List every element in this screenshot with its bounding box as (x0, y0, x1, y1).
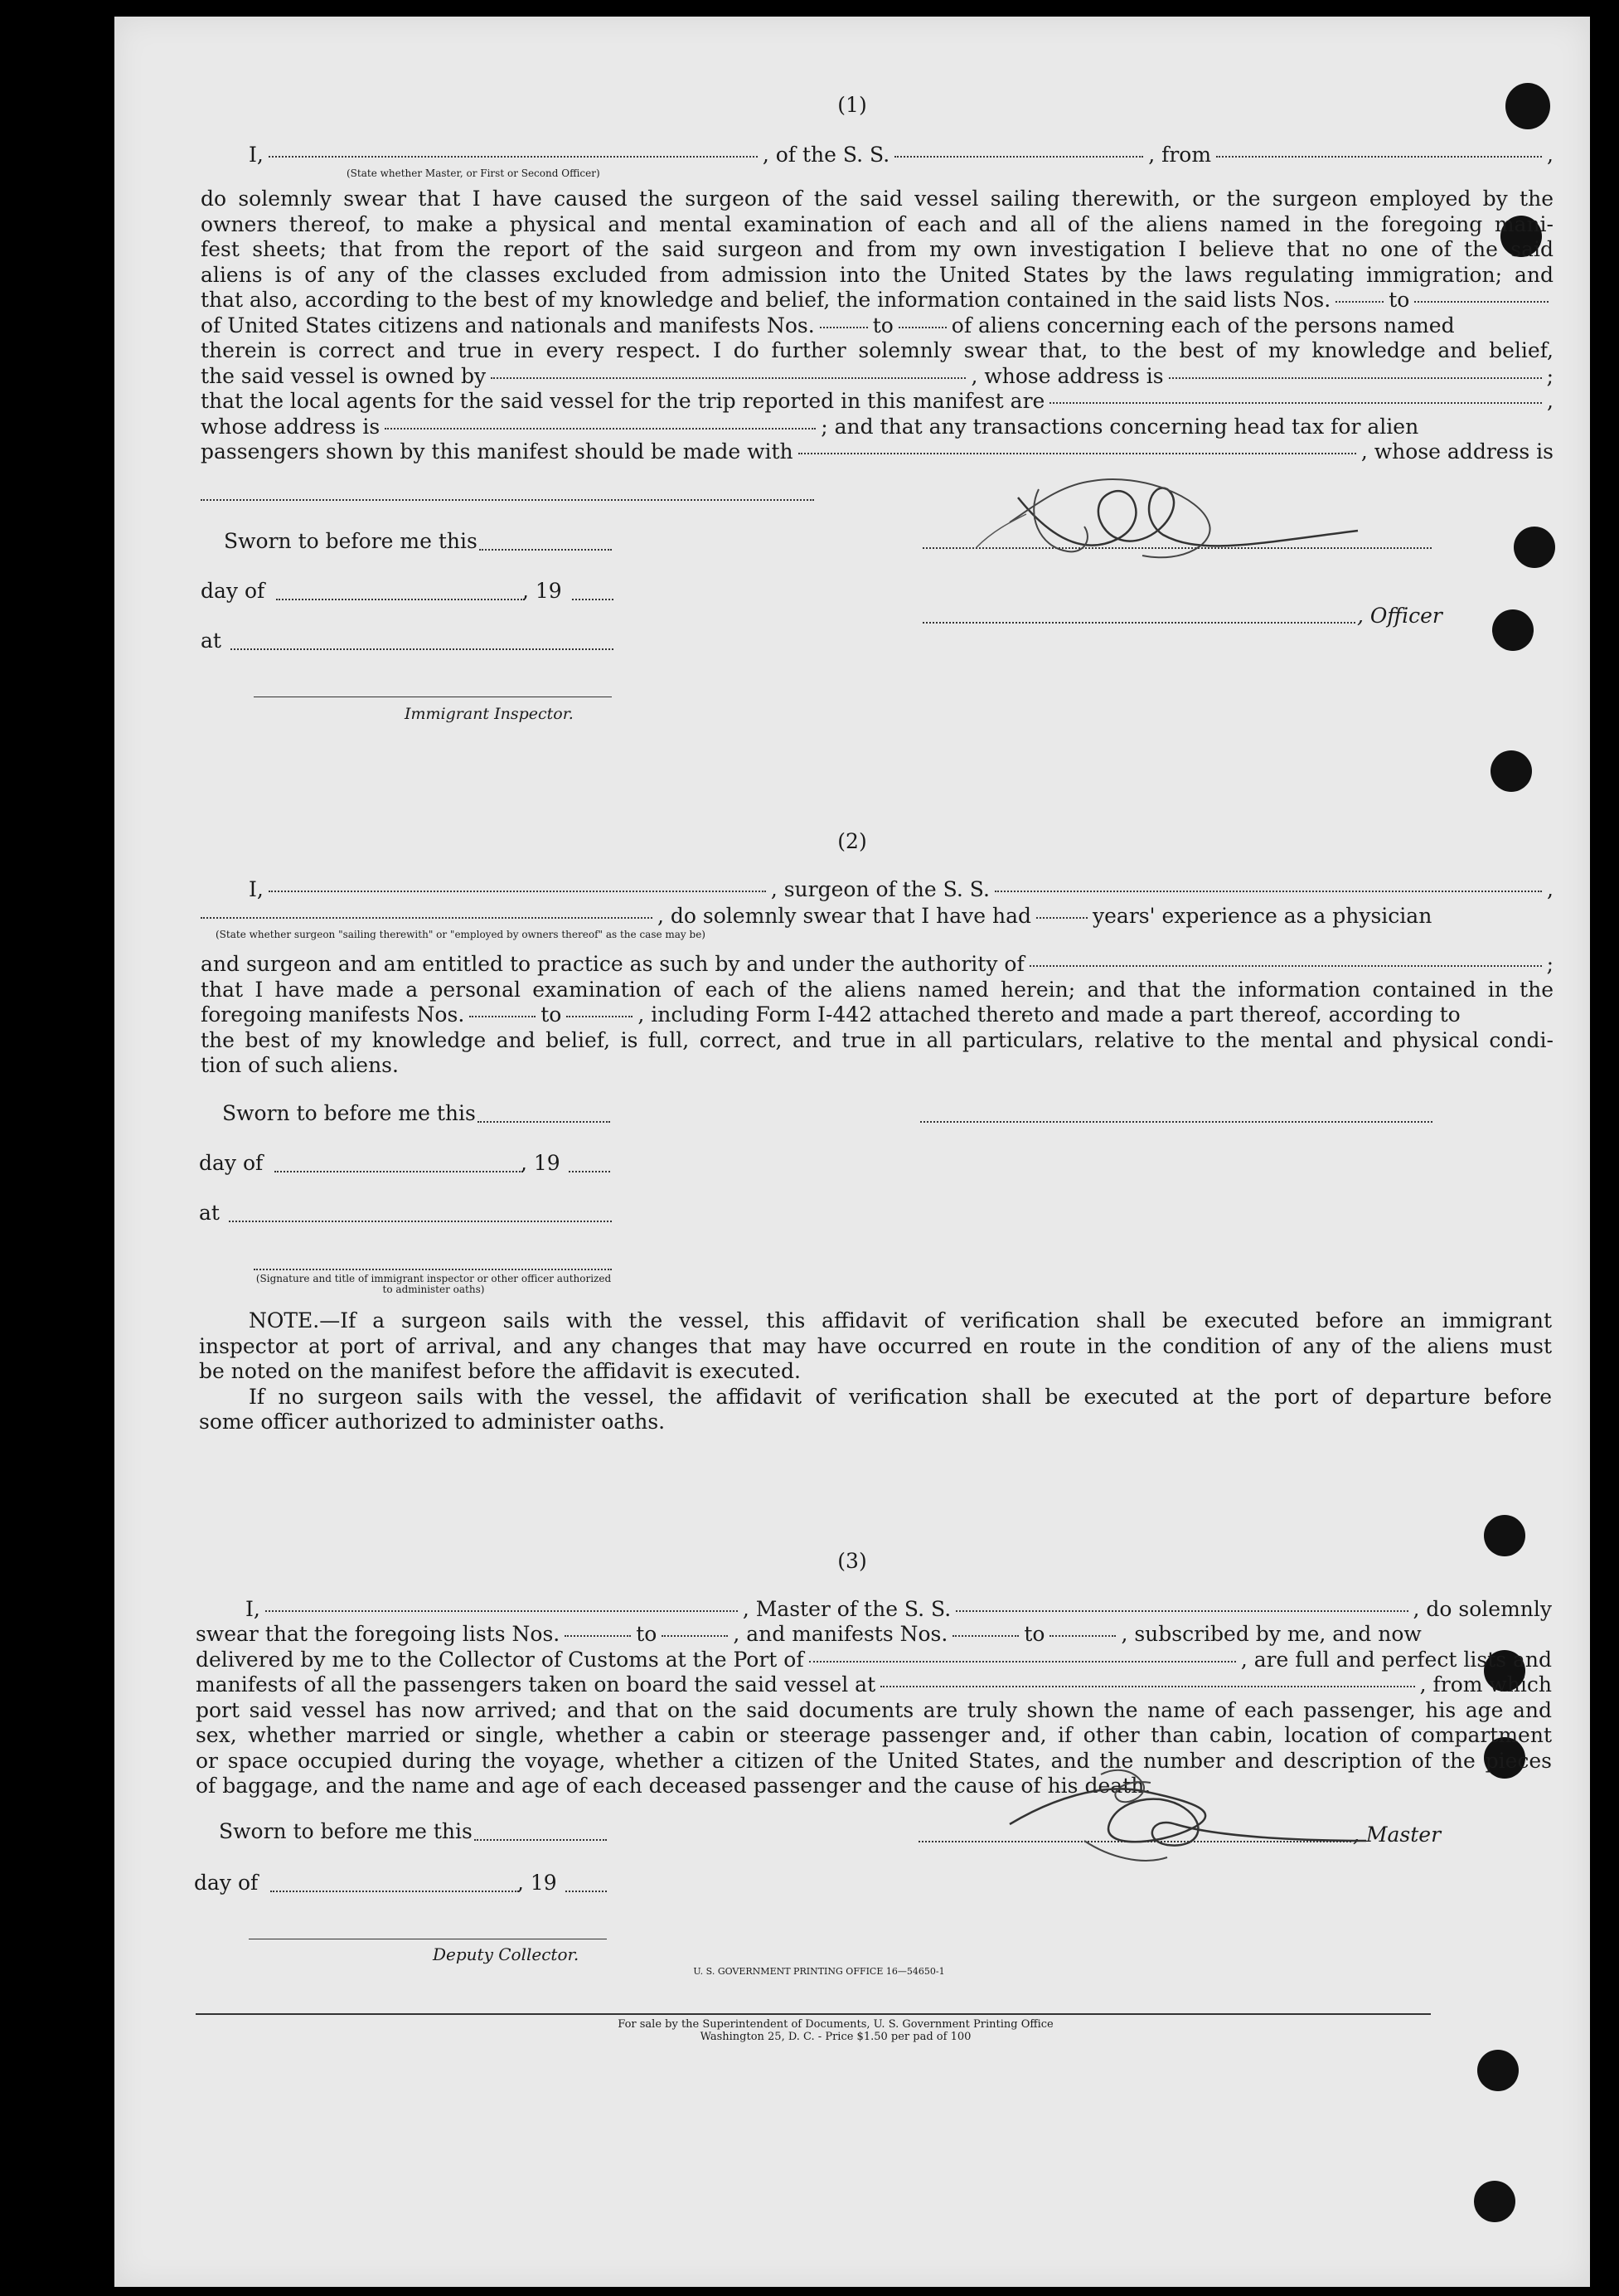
s1-year-label: , 19 (522, 579, 562, 603)
s1-body-line: therein is correct and true in every respect. I do further solemnly swear that, to the best of my knowledge and belief, (201, 338, 1554, 362)
note-line: NOTE.—If a surgeon sails with the vessel, this affidavit of verification shall be executed before an immigrant (249, 1308, 1552, 1332)
note-line: be noted on the manifest before the affidavit is executed. (199, 1359, 801, 1383)
s3-dayof-label: day of (194, 1871, 259, 1895)
section-3-number: (3) (837, 1549, 867, 1573)
s1-inspector-label: Immigrant Inspector. (405, 705, 574, 723)
s3-dayof-line (270, 1891, 519, 1892)
section-1-number: (1) (837, 93, 867, 117)
s1-sworn-label: Sworn to before me this (224, 529, 477, 553)
s1-line-1: I, , of the S. S. , from , (249, 143, 1554, 167)
s3-master-label: , Master (1353, 1823, 1442, 1847)
s2-body-line: the best of my knowledge and belief, is full, correct, and true in all particulars, relative to the mental and physical condi- (201, 1027, 1554, 1052)
s2-year-label: , 19 (521, 1151, 560, 1175)
master-signature-1 (960, 448, 1391, 572)
gpo-line: U. S. GOVERNMENT PRINTING OFFICE 16—54650-1 (693, 1966, 945, 1977)
s1-dayof-line (276, 599, 525, 600)
s3-body-line: sex, whether married or single, whether a cabin or steerage passenger and, if other than cabin, location of compartment (196, 1723, 1552, 1747)
s2-inspector-line (254, 1269, 612, 1270)
s3-body-line: port said vessel has now arrived; and that on the said documents are truly shown the name of each passenger, his age and (196, 1697, 1552, 1722)
s2-year-line (569, 1171, 610, 1172)
footer-rule (196, 2013, 1431, 2015)
s3-year-line (565, 1891, 607, 1892)
s1-body-line: fest sheets; that from the report of the said surgeon and from my own investigation I believe that no one of the said (201, 237, 1554, 261)
s3-year-label: , 19 (517, 1871, 557, 1895)
s1-dayof-label: day of (201, 579, 265, 603)
s1-body-line: do solemnly swear that I have caused the surgeon of the said vessel sailing therewith, or the surgeon employed by the (201, 187, 1554, 211)
footer-price-line: Washington 25, D. C. - Price $1.50 per pad of 100 (700, 2031, 972, 2043)
s3-body: swear that the foregoing lists Nos. to , and manifests Nos. to , subscribed by me, and now delivered by me to the Collector of Customs at the Port of , are full and perfect lists and manifests of all the passengers taken on board the said vessel at , from which port said vessel has now arrived; and that on the said documents are truly shown the name of each passenger, his age and sex, whether married or single, whether a cabin or steerage passenger and, if other than cabin, location of compartment or space occupied during the voyage, whether a citizen of the United States, and the number and description of the pieces of baggage, and the name and age of each deceased passenger and the cause of his death. (196, 1622, 1552, 1798)
footer-sale-line: For sale by the Superintendent of Documents, U. S. Government Printing Office (618, 2018, 1054, 2031)
s2-at-label: at (199, 1201, 220, 1225)
s1-at-line (230, 648, 613, 650)
binder-hole (1474, 2181, 1515, 2222)
s1-body-line: owners thereof, to make a physical and mental examination of each and all of the aliens named in the foregoing mani- (201, 211, 1554, 236)
s3-collector-label: Deputy Collector. (433, 1944, 579, 1964)
s1-officer-label: , Officer (1357, 604, 1442, 628)
s3-line-1: I, , Master of the S. S. , do solemnly (245, 1597, 1552, 1621)
s1-body-line: aliens is of any of the classes excluded from admission into the United States by the laws regulating immigration; and (201, 262, 1554, 287)
binder-hole (1514, 527, 1555, 568)
s2-body: and surgeon and am entitled to practice as such by and under the authority of ; that I have made a personal examination of each of the aliens named herein; and that the information contained in the foregoing manifests Nos. to , including Form I-442 attached thereto and made a part thereof, according to the best of my knowledge and belief, is full, correct, and true in all particulars, relative to the mental and physical condi- tion of such aliens. (201, 952, 1554, 1077)
s1-address-line (201, 499, 814, 501)
s2-dayof-label: day of (199, 1151, 264, 1175)
s2-sworn-label: Sworn to before me this (222, 1101, 476, 1125)
s3-body-line: of baggage, and the name and age of each deceased passenger and the cause of his death. (196, 1774, 1151, 1798)
s1-officer-line (923, 622, 1355, 624)
binder-hole (1491, 750, 1532, 792)
s1-year-line (572, 599, 613, 600)
section-2-number: (2) (837, 829, 867, 853)
s1-officer-hint: (State whether Master, or First or Second Officer) (347, 167, 600, 179)
s3-body-line: or space occupied during the voyage, whether a citizen of the United States, and the number and description of the pieces (196, 1748, 1552, 1773)
s1-body: do solemnly swear that I have caused the surgeon of the said vessel sailing therewith, or the surgeon employed by the owners thereof, to make a physical and mental examination of each and all of the aliens named in the foregoing mani- fest sheets; that from the report of the said surgeon and from my own investigation I believe that no one of the said aliens is of any of the classes excluded from admission into the United States by the laws regulating immigration; and that also, according to the best of my knowledge and belief, the information contained in the said lists Nos. to of United States citizens and nationals and manifests Nos. to of aliens concerning each of the persons named therein is correct and true in every respect. I do further solemnly swear that, to the best of my knowledge and belief, the said vessel is owned by , whose address is ; that the local agents for the said vessel for the trip reported in this manifest are , whose address is ; and that any transactions concerning head tax for alien passengers shown by this manifest should be made with , whose address is (201, 187, 1554, 464)
s2-note (199, 1308, 1552, 1435)
s2-sworn-line (477, 1121, 610, 1123)
s2-line-1: I, , surgeon of the S. S. , (249, 877, 1554, 901)
binder-hole (1477, 2050, 1519, 2091)
binder-hole (1492, 609, 1534, 651)
s1-at-label: at (201, 629, 221, 653)
manifest-affidavit-page (114, 17, 1590, 2287)
s2-surgeon-hint: (State whether surgeon "sailing therewith" or "employed by owners thereof" as the case may be) (216, 929, 705, 940)
s3-sworn-line (474, 1839, 607, 1841)
s2-line-2: , do solemnly swear that I have had years' experience as a physician (201, 904, 1554, 928)
s2-surgeon-sig-line (920, 1121, 1432, 1123)
note-line: inspector at port of arrival, and any changes that may have occurred en route in the condition of any of the aliens must (199, 1333, 1552, 1358)
note-line: If no surgeon sails with the vessel, the affidavit of verification shall be executed at the port of departure before (249, 1384, 1552, 1409)
s2-body-line: tion of such aliens. (201, 1053, 399, 1077)
note-line: some officer authorized to administer oaths. (199, 1410, 666, 1434)
s3-sworn-label: Sworn to before me this (219, 1819, 473, 1843)
s1-sworn-line (479, 549, 612, 551)
s2-at-line (229, 1221, 612, 1222)
s2-dayof-line (274, 1171, 523, 1172)
s2-inspector-hint: (Signature and title of immigrant inspector or other officer authorized to administer oaths) (255, 1273, 612, 1295)
s2-body-line: that I have made a personal examination of each of the aliens named herein; and that the information contained in the (201, 977, 1554, 1002)
master-signature-2 (977, 1733, 1441, 1866)
